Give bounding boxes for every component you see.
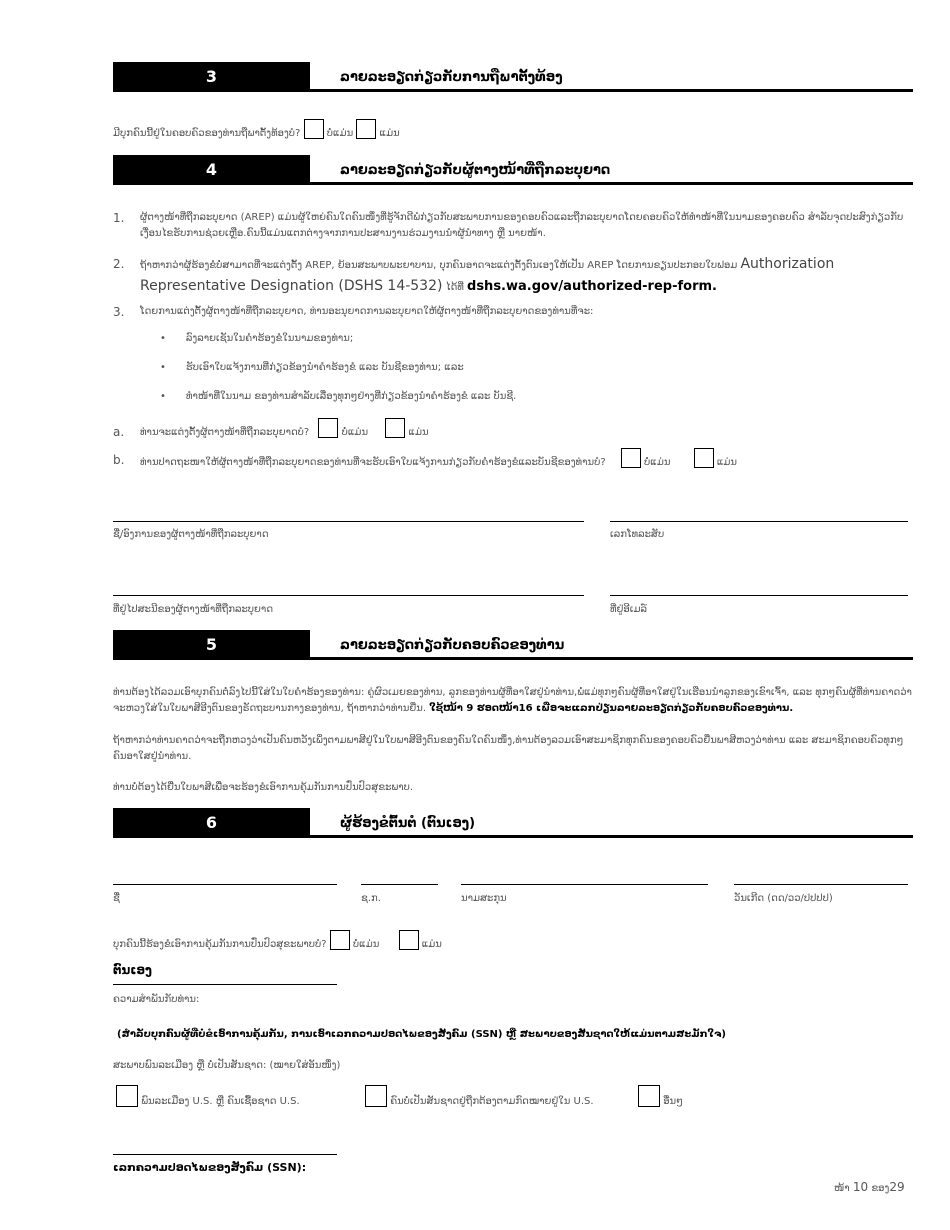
pregnancy-question-row: [113, 119, 400, 139]
coverage-yes-checkbox[interactable]: [399, 930, 419, 950]
citizen-lawful-checkbox[interactable]: [365, 1085, 387, 1107]
arep-yes-checkbox[interactable]: [385, 418, 405, 438]
item-2-text-b: ໄດ້ທີ່: [445, 282, 464, 293]
citizen-lawful-label: ຄົນບໍ່ເປັນສັນຊາດຢູ່ຖືກຕ້ອງຕາມກົດໝາຍຢູ່ໃນ U.S.: [390, 1096, 594, 1107]
page-total: 29: [889, 1180, 905, 1194]
first-name-label: ຊື່: [113, 893, 120, 904]
arep-no-label: ບໍ່ແມ່ນ: [341, 427, 369, 438]
bullet-3: • ທຳໜ້າທີ່ໃນນາມ ຂອງທ່ານສໍາລັບເລື່ອງທຸກໆຢ່າງທີ່ກ່ຽວຂ້ອງນໍາຄໍາຮ້ອງຂໍ ແລະ ບັນຊີ.: [160, 391, 517, 402]
last-name-line[interactable]: [461, 884, 708, 885]
section-4-rule: [310, 182, 913, 185]
household-para-3: ທ່ານບໍ່ຕ້ອງໄດ້ຍື່ນໃບພາສີເພື່ອຈະຮ້ອງຂໍເອົາການຄຸ້ມກັນການປົ່ນປົວສຸຂະພາບ.: [113, 782, 414, 793]
self-underline: [113, 984, 337, 985]
page-of: ຂອງ: [871, 1183, 890, 1194]
ssn-label: ເລກຄວາມປອດໄພຂອງສັງຄົມ (SSN):: [113, 1161, 307, 1174]
arep-address-label: ທີ່ຢູ່ໄປສະນີຂອງຜູ້ຕາງໜ້າທີ່ຖືກລະບຸຍາດ: [113, 604, 274, 615]
notices-yes-label: ແມ່ນ: [716, 457, 737, 468]
pregnancy-no-label: ບໍ່ແມ່ນ: [326, 128, 354, 139]
section-6-number: 6: [113, 808, 310, 838]
bullet-1: • ລົງລາຍເຊັນໃນຄໍາຮ້ອງຂໍໃນນາມຂອງທ່ານ;: [160, 333, 354, 344]
citizen-us-checkbox[interactable]: [116, 1085, 138, 1107]
self-label: ຕົນເອງ: [113, 963, 152, 977]
pregnancy-question: ມີບຸກຄົນນີ້ຢູ່ໃນຄອບຄົວຂອງທ່ານຖືພາຕັ້ງທ້ອງບໍ?: [113, 128, 301, 139]
item-1-number: 1.: [113, 211, 125, 225]
notices-yes-checkbox[interactable]: [694, 448, 714, 468]
arep-phone-line[interactable]: [610, 521, 908, 522]
page-number: 10: [852, 1180, 869, 1194]
citizenship-question: ສະພາບພົນລະເມືອງ ຫຼື ບໍ່ເປັນສັນຊາດ: (ໝາຍໃສ່ອັນໜຶ່ງ): [113, 1060, 341, 1071]
section-4-number: 4: [113, 155, 310, 185]
section-3-number: 3: [113, 62, 310, 92]
question-b-row: [140, 448, 737, 468]
item-2-number: 2.: [113, 257, 125, 271]
ssn-line[interactable]: [113, 1154, 337, 1155]
bullet-2: • ຮັບເອົາໃບແຈ້ງການທີ່ກ່ຽວຂ້ອງນຳຄໍາຮ້ອງຂໍ ແລະ ບັນຊີຂອງທ່ານ; ແລະ: [160, 362, 464, 373]
item-1-text: ຜູ້ຕາງໜ້າທີ່ຖືກລະບຸຍາດ (AREP) ແມ່ນຜູ້ໃຫຍ່ຄົນໃດຄົນໜຶ່ງທີ່ຮູ້ຈັກດີພໍກ່ຽວກັບສະພາບການຂອງຄອບຄົວແລະຖືກລະບຸຍາດໂດຍຄອບຄົວໃຫ້ທຳໜ້າທີ່ໃນນາມຂອງຄອບຄົວ ສຳລັບຈຸດປະສົງກ່ຽວກັບເງື່ອນໄຂຮັບການຊ່ວຍເຫຼືອ.ຄົນນີ້ແມ່ນແຕກຕ່າງຈາກການປະສານງານຮ່ວມງານນຳຜູ້ນຳທາງ ຫຼື ນາຍໜ້າ.: [140, 212, 904, 239]
question-b-label: b.: [113, 453, 125, 467]
arep-yes-label: ແມ່ນ: [408, 427, 429, 438]
arep-email-line[interactable]: [610, 595, 908, 596]
coverage-yes-label: ແມ່ນ: [421, 939, 442, 950]
ssn-optional-note: (ສໍາລັບບຸກຄົນຜູ້ທີ່ບໍ່ຂໍເອົາການຄຸ້ມກັນ, ການເອົາເລກຄວາມປອດໄພຂອງສັງຄົມ (SSN) ຫຼື ສະພາບຂອງສັນຊາດໃຫ້ແມ່ນຕາມສະມັກໃຈ): [117, 1029, 726, 1040]
arep-name-line[interactable]: [113, 521, 584, 522]
section-5-number: 5: [113, 630, 310, 660]
middle-initial-line[interactable]: [361, 884, 438, 885]
section-6-title: ຜູ້ຮ້ອງຂໍຕົ້ນຕໍ (ຕົນເອງ): [340, 816, 476, 831]
bullet-2-text: ຮັບເອົາໃບແຈ້ງການທີ່ກ່ຽວຂ້ອງນຳຄໍາຮ້ອງຂໍ ແລະ ບັນຊີຂອງທ່ານ; ແລະ: [185, 362, 464, 373]
citizen-other-label: ອື່ນໆ: [663, 1096, 683, 1107]
notices-no-label: ບໍ່ແມ່ນ: [644, 457, 671, 468]
page-prefix: ໜ້າ: [834, 1183, 850, 1194]
household-para-1-bold: ໃຊ້ໜ້າ 9 ຮອດໜ້າ16 ເພື່ອຈະແລກປ່ຽນລາຍລະອຽດກ່ຽວກັບຄອບຄົວຂອງທ່ານ.: [429, 703, 794, 714]
arep-address-line[interactable]: [113, 595, 584, 596]
question-a-label: a.: [113, 425, 125, 439]
citizen-option-3: [638, 1085, 683, 1107]
item-3-text: ໂດຍການແຕ່ງຕັ້ງຜູ້ຕາງໜ້າທີ່ຖືກລະບຸຍາດ, ທ່ານອະນຸຍາດການລະບຸຍາດໃຫ້ຜູ້ຕາງໜ້າທີ່ຖືກລະບຸຍາດຂອງທ່ານທີ່ຈະ:: [140, 306, 594, 317]
household-para-1: [113, 685, 913, 717]
relationship-label: ຄວາມສໍາພັນກັບທ່ານ:: [113, 994, 200, 1005]
arep-no-checkbox[interactable]: [318, 418, 338, 438]
section-6-rule: [310, 835, 913, 838]
citizen-option-1: [116, 1085, 300, 1107]
coverage-no-label: ບໍ່ແມ່ນ: [352, 939, 380, 950]
pregnancy-no-checkbox[interactable]: [304, 119, 324, 139]
dob-label: ວັນເກີດ (ດດ/ວວ/ປປປປ): [734, 893, 833, 904]
question-b-text: ທ່ານປາດຖະໜາໃຫ້ຜູ້ຕາງໜ້າທີ່ຖືກລະບຸຍາດຂອງທ່ານທີ່ຈະຮັບເອົາໃບແຈ້ງການກ່ຽວກັບຄໍາຮ້ອງຂໍແລະບັນຊີຂອງທ່ານບໍ?: [140, 457, 606, 468]
bullet-1-text: ລົງລາຍເຊັນໃນຄໍາຮ້ອງຂໍໃນນາມຂອງທ່ານ;: [185, 333, 354, 344]
section-3-rule: [310, 89, 913, 92]
section-4-title: ລາຍລະອຽດກ່ຽວກັບຜູ້ຕາງໜ້າທີ່ຖືກລະບຸຍາດ: [340, 163, 611, 178]
item-2-text: [140, 254, 915, 298]
household-para-2: ຖ້າຫາກວ່າທ່ານຄາດວ່າຈະຖືກຫວງວ່າເປັນຄົນຫວັງເພິ່ງຕາມພາສີຢູ່ໃນໃບພາສີອີງຕົນຂອງຄົນໃດຄົນໜຶ່ງ,ທ່ານຕ້ອງລວມເອົາສະມາຊິກທຸກຄົນຂອງຄອບຄົວຍື່ນພາສີຫວງວ່າທ່ານ ແລະ ສະມາຊິກຄອບຄົວທຸກໆຄົນອາໃສຢູ່ນໍາທ່ານ.: [113, 735, 904, 762]
pregnancy-yes-checkbox[interactable]: [356, 119, 376, 139]
first-name-line[interactable]: [113, 884, 337, 885]
coverage-question: ບຸກຄົນນີ້ຮ້ອງຂໍເອົາການຄຸ້ມກັນການປົ່ນປົວສຸຂະພາບບໍ?: [113, 939, 327, 950]
pregnancy-yes-label: ແມ່ນ: [379, 128, 400, 139]
item-2-form-name: Authorization Representative Designation (DSHS 14-532): [140, 256, 835, 294]
citizen-other-checkbox[interactable]: [638, 1085, 660, 1107]
section-5-rule: [310, 657, 913, 660]
notices-no-checkbox[interactable]: [621, 448, 641, 468]
question-a-text: ທ່ານຈະແຕ່ງຕັ້ງຜູ້ຕາງໜ້າທີ່ຖືກລະບຸຍາດບໍ?: [140, 427, 310, 438]
item-2-text-a: ຖ້າຫາກວ່າຜູ້ຮ້ອງຂໍບໍ່ສາມາດທີ່ຈະແຕ່ງຕັ້ງ AREP, ຍ້ອນສະພາບພະຍາບານ, ບຸກຄົນອາດຈະແຕ່ງຕັ້ງຕົນເອງໃຫ້ເປັນ AREP ໂດຍການຂຽນປະກອບໃບຟອມ: [140, 260, 738, 271]
arep-phone-label: ເລກໂທລະສັບ: [610, 529, 665, 540]
item-3-number: 3.: [113, 305, 125, 319]
bullet-3-text: ທຳໜ້າທີ່ໃນນາມ ຂອງທ່ານສໍາລັບເລື່ອງທຸກໆຢ່າງທີ່ກ່ຽວຂ້ອງນໍາຄໍາຮ້ອງຂໍ ແລະ ບັນຊີ.: [185, 391, 517, 402]
section-5-title: ລາຍລະອຽດກ່ຽວກັບຄອບຄົວຂອງທ່ານ: [340, 638, 565, 653]
coverage-question-row: [113, 930, 442, 950]
household-para-1-text: ທ່ານຕ້ອງໄດ້ລວມເອົາບຸກຄົນຕໍ່ລົງໄປນີ້ໃສ່ໃນໃບຄໍາຮ້ອງຂອງທ່ານ: ຄູ່ຜົວເມຍຂອງທ່ານ, ລູກຂອງທ່ານຜູ້ທີ່ອາໃສຢູ່ນໍາທ່ານ,ພໍ່ແມ່ທຸກໆຄົນຜູ້ທີ່ອາໃສຢູ່ໃນເຮືອນນໍາລູກຂອງເຂົາເຈົ້າ, ແລະ ທຸກໆຄົນຜູ້ທີ່ທ່ານຄາດວ່າຈະຫວງໃສ່ໃນໃບພາສີອີງຕົນຂອງຣັດຖະບານກາງຂອງທ່ານ, ຖ້າຫາກວ່າທ່ານຍື່ນ.: [113, 687, 912, 714]
middle-initial-label: ຊ.ກ.: [361, 893, 381, 904]
question-a-row: [140, 418, 429, 438]
arep-email-label: ທີ່ຢູ່ອີເມລ໌: [610, 604, 648, 615]
last-name-label: ນາມສະກຸນ: [461, 893, 507, 904]
page-footer: [834, 1180, 905, 1194]
arep-form-link[interactable]: dshs.wa.gov/authorized-rep-form.: [467, 279, 717, 294]
section-3-title: ລາຍລະອຽດກ່ຽວກັບການຖືພາຕັ້ງທ້ອງ: [340, 70, 563, 85]
citizen-us-label: ພົນລະເມືອງ U.S. ຫຼື ຄົນເຊື້ອຊາດ U.S.: [141, 1096, 300, 1107]
coverage-no-checkbox[interactable]: [330, 930, 350, 950]
dob-line[interactable]: [734, 884, 908, 885]
arep-name-label: ຊື່/ອົງການຂອງຜູ້ຕາງໜ້າທີ່ຖືກລະບຸຍາດ: [113, 529, 269, 540]
citizen-option-2: [365, 1085, 594, 1107]
